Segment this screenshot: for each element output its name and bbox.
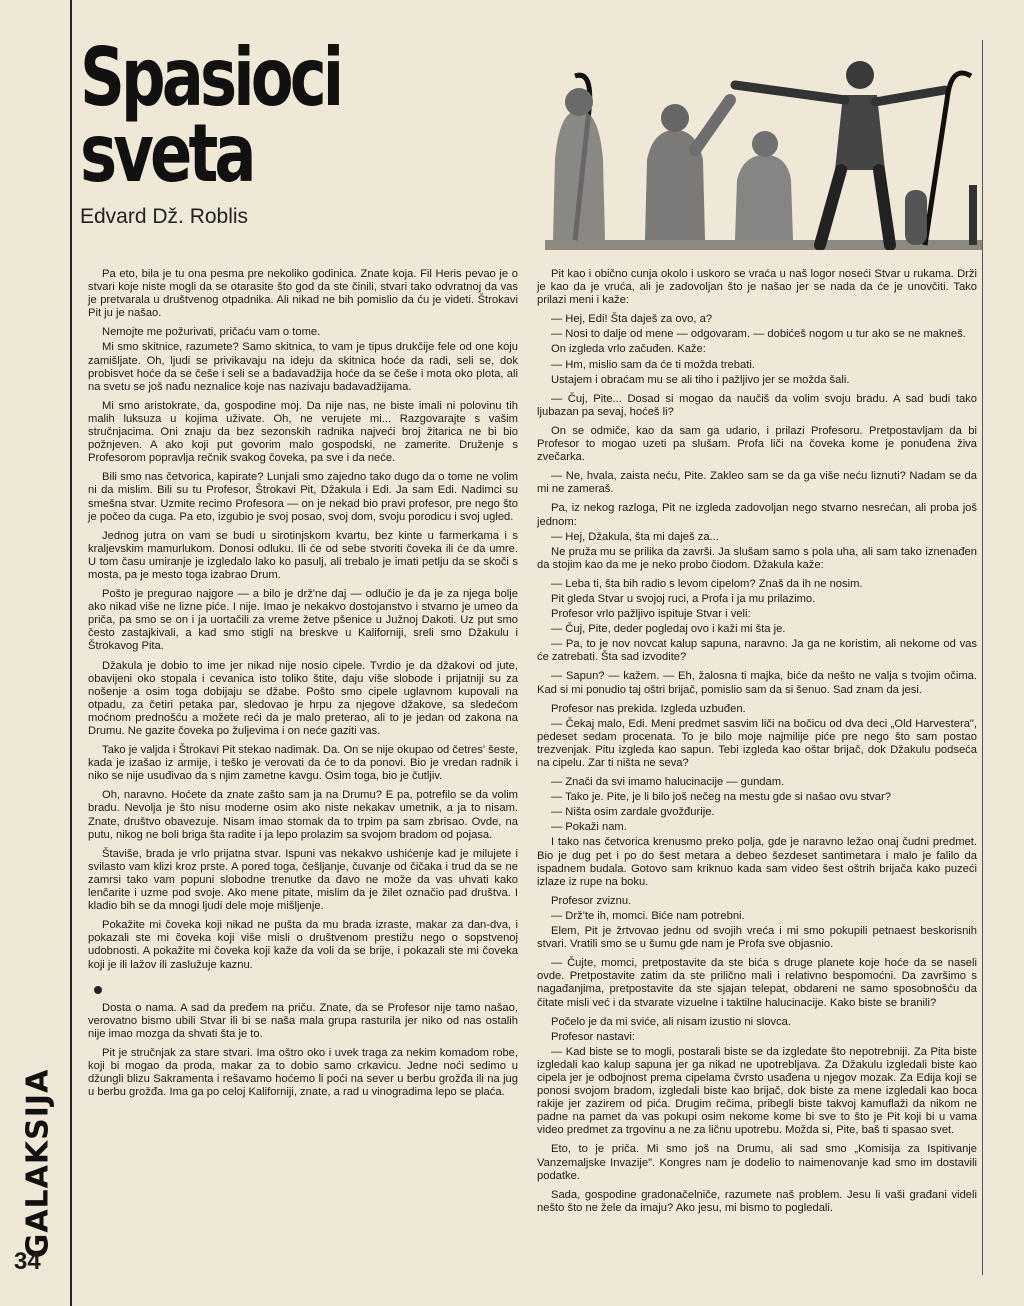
paragraph: Eto, to je priča. Mi smo još na Drumu, ali sad smo „Komisija za Ispitivanje Vanzemaljske Invazije". Kongres nam je dodelio to naimenovanje kad smo im dostavili podatke.: [537, 1143, 977, 1182]
paragraph: Ustajem i obraćam mu se ali tiho i pažljivo jer se možda šali.: [551, 373, 850, 386]
article-author: Edvard Dž. Roblis: [80, 205, 249, 228]
dialogue-line: — Kad biste se to mogli, postarali biste se da izgledate što nepotrebniji. Za Pita biste izgledali kao kalup sapuna jer ga nikad ne upotrebljava. Za Džakulu izgledali biste kao cipela jer je odbojnost prema cipelama čvrsto usađena u njegov mozak. Za Edija koji se ponosi svojom bradom, izgledali biste kao brijač, dok biste za mene izgledali kao boca rakije jer zazirem od pića. Drugim rečima, pribegli biste takvoj kamuflaži da nikom ne padne na pamet da vas pokupi osim nekome kome bi sve to što je Pit koji bi u vama video predmet za trgovinu a ne za ličnu upotrebu. Možda si, Pite, baš ti spasao svet.: [537, 1045, 977, 1137]
paragraph: Oh, naravno. Hoćete da znate zašto sam ja na Drumu? E pa, potrefilo se da volim bradu. Nevolja je što nisu moderne osim ako niste nekakav umetnik, a ja to nisam. Znate, društvo obavezuje. Nisam imao stomak da to trpim pa sam zbrisao. Ovde, na putu, nikog ne boli briga šta radite i ja lepo prolazim sa svojom bradom od pojasa.: [88, 789, 518, 841]
dialogue-line: — Čuj, Pite, deder pogledaj ovo i kaži mi šta je.: [551, 623, 786, 636]
paragraph: Pit gleda Stvar u svojoj ruci, a Profa i ja mu prilazimo.: [551, 592, 816, 605]
page-number: 34: [14, 1248, 41, 1275]
right-column: [537, 268, 977, 1221]
paragraph: On se odmiče, kao da sam ga udario, i prilazi Profesoru. Pretpostavljam da bi Profesor to mogao uzeti pa slušam. Profa liči na čoveka kome je ponuđena živa zvečarka.: [537, 424, 977, 464]
paragraph: Pa eto, bila je tu ona pesma pre nekoliko godinica. Znate koja. Fil Heris pevao je o stvari koje niste mogli da se otarasite što god da ste činili, stvari tako odvratnoj da vas je pretvarala u društvenog otpadnika. Ali nikad ne bih pomislio da ću je videti. Štrokavi Pit ju je našao.: [88, 268, 518, 320]
paragraph: Pošto je pregurao najgore — a bilo je drž'ne daj — odlučio je da je za njega bolje ako nikad više ne lizne piće. I nije. Imao je nekakvo dostojanstvo i stvarno je umeo da priča, pa smo se on i ja uortačili za vreme žetve pšenice u Južnoj Dakoti. Uz put smo često zastajkivali, a kad smo stigli na breskve u Kaliforniji, sreli smo Džakulu i Štrokavog Pita.: [88, 588, 518, 653]
dialogue-line: — Čujte, momci, pretpostavite da ste bića s druge planete koje hoće da se naseli ovde. Pretpostavite zatim da ste prilično mali i relativno bespomoćni. Da završimo s nagađanjima, pretpostavite da ste sjajan telepat, obdareni ne samo sposobnošću da čitate misli već i da stvarate vizuelne i taktilne halucinacije. Kako biste se branili?: [537, 957, 977, 1009]
paragraph: On izgleda vrlo začuđen. Kaže:: [551, 343, 706, 356]
paragraph: Pokažite mi čoveka koji nikad ne pušta da mu brada izraste, makar za dan-dva, i pokazali ste mi čoveka koji više misli o društvenom prestižu nego o sopstvenoj udobnosti. A pokažite mi čoveka koji kaže da voli da se brije, i pokazali ste mi čoveka koji je ili lažov ili zaslužuje kaznu.: [88, 919, 518, 971]
dialogue-line: — Pokaži nam.: [551, 821, 627, 834]
paragraph: Ne pruža mu se prilika da završi. Ja slušam samo s pola uha, ali sam tako iznenađen da stojim kao da me je neko probo čiodom. Džakula kaže:: [537, 545, 977, 571]
dialogue-line: — Čekaj malo, Edi. Meni predmet sasvim liči na bočicu od dva deci „Old Harvestera", pedeset sedam procenata. To je bilo moje najmilije piće pre nego što sam postao trezvenjak. Pitu izgleda kao sapun. Tebi izgleda kao oštar brijač, dok Džakulu podseća na cipelu. Zar ti ništa ne seva?: [537, 717, 977, 769]
magazine-name: GALAKSIJA: [20, 1068, 56, 1258]
paragraph: Džakula je dobio to ime jer nikad nije nosio cipele. Tvrdio je da džakovi od jute, obavijeni oko stopala i cevanica isto toliko štite, daju više slobode i prijatniji su za nošenje a osim toga dobijaju se džabe. Pošto smo cipele uglavnom kupovali na otpadu, za četiri petaka par, sledovao je hrpu za njegove džakove, sa sledećom moćnom prednošću a možete reći da je malo preterao, ali to je jedan od zakona na Drumu. Ne gazite čoveka po žuljevima i on neće gaziti vas.: [88, 659, 518, 737]
paragraph: I tako nas četvorica krenusmo preko polja, gde je naravno ležao onaj čudni predmet. Bio je dug pet i po do šest metara a debeo šezdeset santimetara i malo je falilo da ispadnem budala. Gotovo sam kriknuo kada sam video šest oštrih brijača kako puzeći izlaze iz rupe na boku.: [537, 836, 977, 888]
paragraph: Pit je stručnjak za stare stvari. Ima oštro oko i uvek traga za nekim komadom robe, koji bi mogao da proda, makar za to dobio samo crkavicu. Jedne noći sedimo u džungli blizu Sakramenta i rešavamo hoćemo li poći na sever u berbu grožđa ili na jug u berbu grožđa. Ima ga po celoj Kaliforniji, znate, a rad u vinogradima lepo se plaća.: [88, 1046, 518, 1099]
paragraph: Dosta o nama. A sad da pređem na priču. Znate, da se Profesor nije tamo našao, verovatno bismo ubili Stvar ili bi se naša mala grupa rasturila jer niko od nas ostalih nije imao mozga da shvati šta je to.: [88, 1001, 518, 1040]
section-bullet: [94, 986, 102, 994]
magazine-logo: [18, 1068, 58, 1258]
paragraph: Profesor zviznu.: [551, 894, 632, 907]
paragraph: Elem, Pit je žrtvovao jednu od svojih vreća i mi smo pokupili petnaest beskorisnih stvari. Vratili smo se u šumu gde nam je Profa sve objasnio.: [537, 925, 977, 951]
dialogue-line: — Nosi to dalje od mene — odgovaram. — dobićeš nogom u tur ako se ne makneš.: [551, 328, 966, 341]
paragraph: Pa, iz nekog razloga, Pit ne izgleda zadovoljan nego stvarno nesrećan, ali proba još jednom:: [537, 502, 977, 528]
dialogue-line: — Leba ti, šta bih radio s levom cipelom? Znaš da ih ne nosim.: [551, 577, 863, 590]
title-line-1: Spasioci: [80, 31, 341, 124]
paragraph: Tako je valjda i Štrokavi Pit stekao nadimak. Da. On se nije okupao od četres' šeste, kada je izašao iz armije, i teško je verovati da će to da ponovi. Bio je vredan radnik i niko se nije usuđivao da s njim zametne kavgu. Osim toga, bio je čutljiv.: [88, 744, 518, 783]
dialogue-line: — Tako je. Pite, je li bilo još nečeg na mestu gde si našao ovu stvar?: [551, 791, 891, 804]
article-title: [80, 31, 439, 200]
paragraph: Jednog jutra on vam se budi u sirotinjskom kvartu, bez kinte u farmerkama i s kraljevskim mamurlukom. Donosi odluku. Ili će od sebe stvoriti čoveka ili će da umre. U tom času umiranje je izgledalo lako ko pasulj, ali trebalo je imati petlju da se skoči s mosta, pa je mesto toga izabrao Drum.: [88, 529, 518, 581]
title-line-2: sveta: [80, 107, 253, 200]
dialogue-line: — Ne, hvala, zaista neću, Pite. Zakleo sam se da ga više neću liznuti? Nadam se da mi ne zameraš.: [537, 470, 977, 496]
paragraph: Nemojte me požurivati, pričaću vam o tome.: [102, 326, 321, 339]
paragraph: Počelo je da mi sviće, ali nisam izustio ni slovca.: [551, 1015, 792, 1028]
dialogue-line: — Pa, to je nov novcat kalup sapuna, naravno. Ja ga ne koristim, ali nekome od vas će zatrebati. Šta sad izvodite?: [537, 638, 977, 664]
paragraph: Štaviše, brada je vrlo prijatna stvar. Ispuni vas nekakvo ushićenje kad je milujete i svilasto vam klizi kroz prste. A pored toga, češljanje, čuvanje od čičaka i trud da se ne zamrsi tako vam popuni slobodne trenutke da đavo ne može da vas uhvati kako lenčarite i uzme pod svoje. Ako mene pitate, mislim da je žilet označio pad društva. I kladio bih se da mnogi ljudi dele moje mišljenje.: [88, 847, 518, 913]
left-column: [88, 268, 518, 1105]
paragraph: Profesor vrlo pažljivo ispituje Stvar i veli:: [551, 608, 751, 621]
dialogue-line: — Znači da svi imamo halucinacije — gundam.: [551, 776, 785, 789]
paragraph: Sada, gospodine gradonačelniče, razumete naš problem. Jesu li vaši građani videli nešto što ne žele da imaju? Ako jesu, mi bismo to pogledali.: [537, 1188, 977, 1214]
paragraph: Profesor nas prekida. Izgleda uzbuđen.: [551, 702, 746, 715]
paragraph: Mi smo skitnice, razumete? Samo skitnica, to vam je tipus drukčije fele od one koju zamišljate. Oh, ljudi se privikavaju na ideju da skitnica hoće da radi, seli se, dok probisvet hoće da se češe i seli se a badavadžija hoće da se češe i mota oko plota, ali na svetu se još nađu neznalice koje nas nazivaju badavadžijama.: [88, 341, 518, 393]
dialogue-line: — Hej, Džakula, šta mi daješ za...: [551, 530, 719, 543]
dialogue-line: — Ništa osim zardale gvožđurije.: [551, 806, 715, 819]
paragraph: Pit kao i obično cunja okolo i uskoro se vraća u naš logor noseći Stvar u rukama. Drži je kao da je vruća, ali je zadovoljan što je našao jer se nada da će je unovčiti. Tako prilazi meni i kaže:: [537, 268, 977, 307]
right-rule: [982, 40, 983, 1275]
paragraph: Profesor nastavi:: [551, 1030, 635, 1043]
dialogue-line: — Hej, Edi! Šta daješ za ovo, a?: [551, 313, 713, 326]
paragraph: Mi smo aristokrate, da, gospodine moj. Da nije nas, ne biste imali ni polovinu tih malih luksuza u kojima uživate. Oh, ne verujete mi... Razgovarajte s vašim stručnjacima. Oni znaju da bez sezonskih radnika najveći broj žitarica ne bi bio požnjeven. A ako koji put govorim malo gospodski, ne zamerite. Druženje s Profesorom popravlja rečnik svakog čoveka, pa sve i da neće.: [88, 399, 518, 465]
paragraph: Bili smo nas četvorica, kapirate? Lunjali smo zajedno tako dugo da o tome ne volim ni da mislim. Bili su tu Profesor, Štrokavi Pit, Džakula i Edi. Ja sam Edi. Nadimci su smešna stvar. Uzmite recimo Profesora — on je nekad bio pravi profesor, pre nego što je počeo da cuga. Pa eto, izgubio je svoj posao, svoj dom, svoju porodicu i svoj ugled.: [88, 471, 518, 523]
dialogue-line: — Sapun? — kažem. — Eh, žalosna ti majka, biće da nešto ne valja s tvojim očima. Kad si mi ponudio taj oštri brijač, pomislio sam da si šenuo. Sad znam da jesi.: [537, 670, 977, 696]
dialogue-line: — Čuj, Pite... Dosad si mogao da naučiš da volim svoju bradu. A sad budi tako ljubazan pa sevaj, hoćeš li?: [537, 392, 977, 418]
dialogue-line: — Drž'te ih, momci. Biće nam potrebni.: [551, 909, 745, 922]
margin-rule: [70, 0, 72, 1306]
dialogue-line: — Hm, mislio sam da će ti možda trebati.: [551, 358, 755, 371]
illustration: [545, 40, 982, 250]
